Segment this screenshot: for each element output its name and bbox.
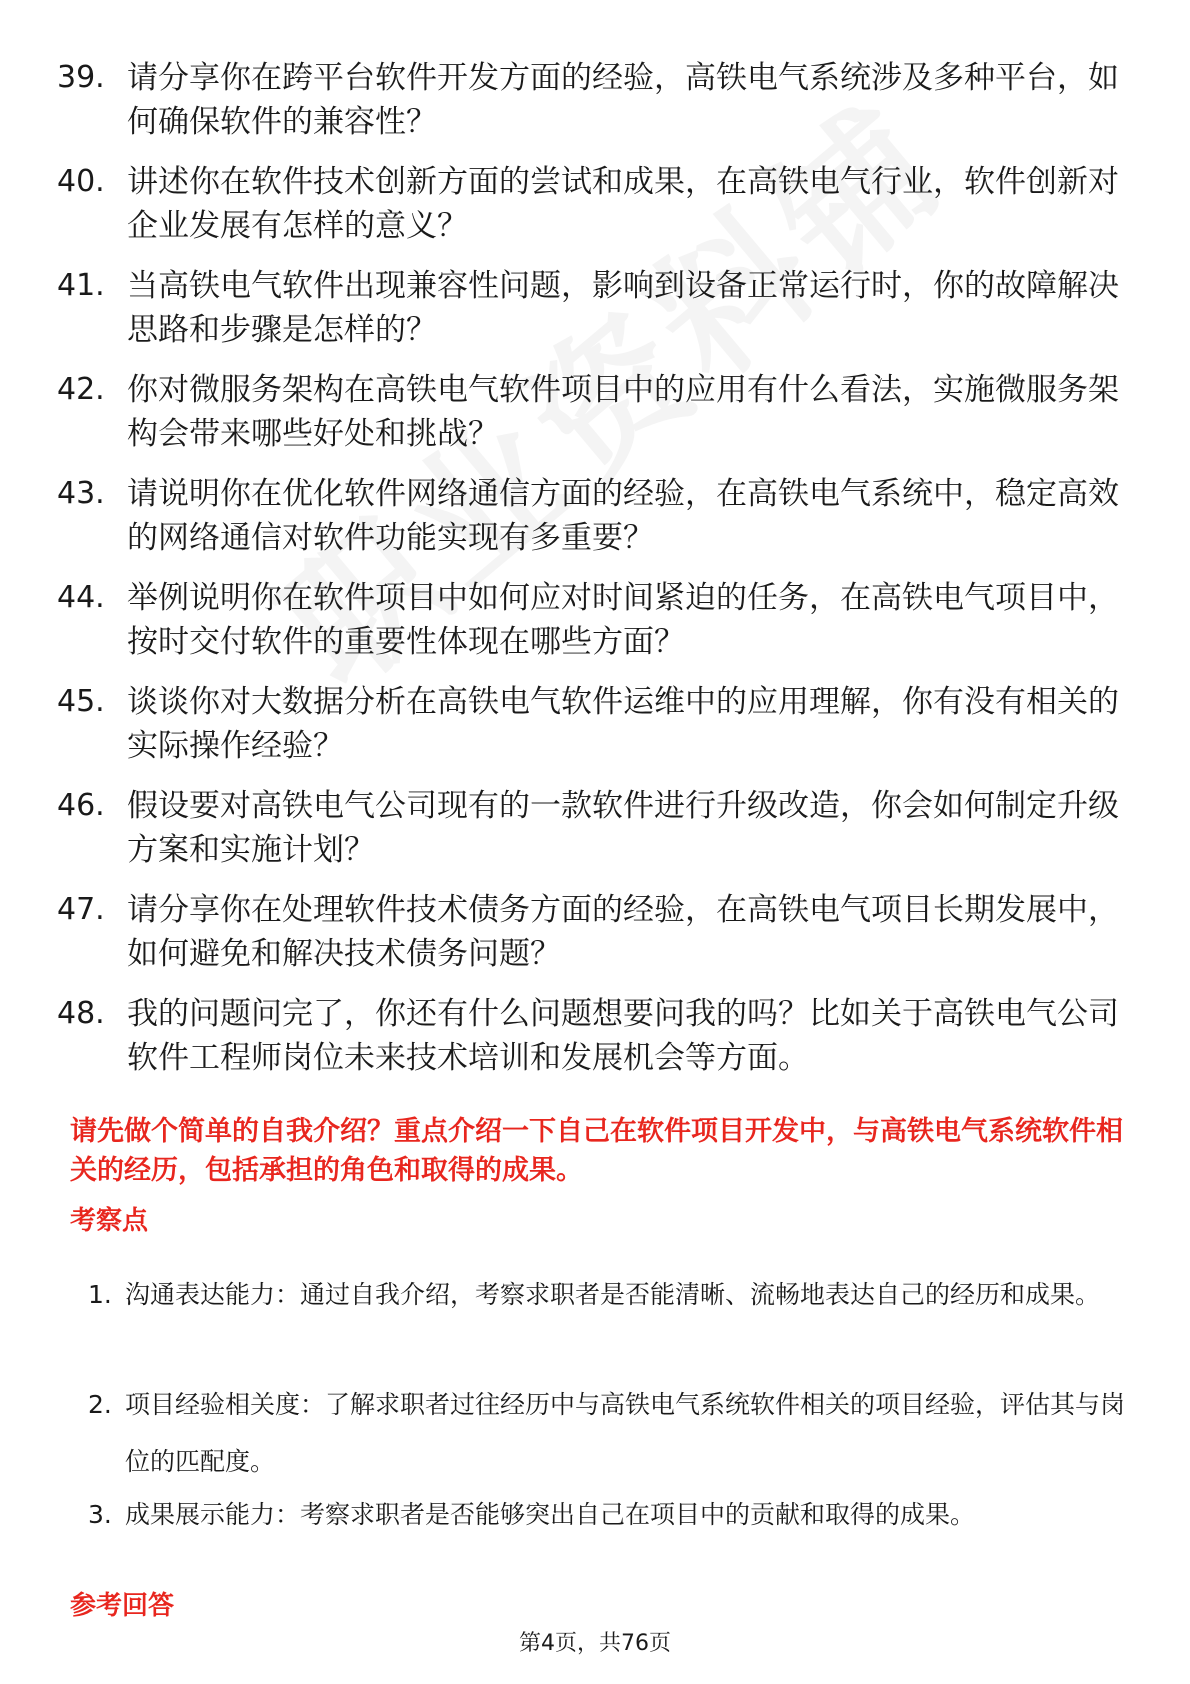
question-number: 43. — [57, 476, 105, 511]
question-text: 假设要对高铁电气公司现有的一款软件进行升级改造，你会如何制定升级方案和实施计划？ — [127, 788, 1119, 868]
question-number: 40. — [57, 164, 105, 199]
point-text: 成果展示能力：考察求职者是否能够突出自己在项目中的贡献和取得的成果。 — [125, 1500, 976, 1529]
question-item — [0, 258, 1190, 362]
question-item — [0, 154, 1190, 258]
question-text: 你对微服务架构在高铁电气软件项目中的应用有什么看法，实施微服务架构会带来哪些好处和挑战？ — [127, 372, 1119, 452]
section-heading-cankao: 参考回答 — [70, 1591, 175, 1621]
intro-question: 请先做个简单的自我介绍？重点介绍一下自己在软件项目开发中，与高铁电气系统软件相关的经历，包括承担的角色和取得的成果。 — [70, 1116, 1123, 1186]
question-text: 请分享你在跨平台软件开发方面的经验，高铁电气系统涉及多种平台，如何确保软件的兼容性？ — [127, 60, 1119, 140]
point-number: 2. — [88, 1390, 112, 1419]
page-footer: 第4页，共76页 — [519, 1631, 671, 1656]
question-list — [0, 50, 1190, 1090]
question-item — [0, 674, 1190, 778]
question-text: 当高铁电气软件出现兼容性问题，影响到设备正常运行时，你的故障解决思路和步骤是怎样的？ — [127, 268, 1119, 348]
question-text: 谈谈你对大数据分析在高铁电气软件运维中的应用理解，你有没有相关的实际操作经验？ — [127, 684, 1119, 764]
section-heading-kaochadian: 考察点 — [70, 1206, 149, 1236]
question-text: 请分享你在处理软件技术债务方面的经验，在高铁电气项目长期发展中，如何避免和解决技术债务问题？ — [127, 892, 1119, 972]
question-item — [0, 466, 1190, 570]
question-item — [0, 362, 1190, 466]
question-item — [0, 778, 1190, 882]
question-number: 42. — [57, 372, 105, 407]
question-item — [0, 570, 1190, 674]
point-text: 沟通表达能力：通过自我介绍，考察求职者是否能清晰、流畅地表达自己的经历和成果。 — [125, 1280, 1101, 1309]
question-item — [0, 986, 1190, 1090]
question-text: 我的问题问完了，你还有什么问题想要问我的吗？比如关于高铁电气公司软件工程师岗位未来技术培训和发展机会等方面。 — [127, 996, 1119, 1076]
question-text: 请说明你在优化软件网络通信方面的经验，在高铁电气系统中，稳定高效的网络通信对软件功能实现有多重要？ — [127, 476, 1119, 556]
question-number: 41. — [57, 268, 105, 303]
question-item — [0, 882, 1190, 986]
point-number: 3. — [88, 1500, 112, 1529]
question-number: 45. — [57, 684, 105, 719]
question-number: 46. — [57, 788, 105, 823]
question-number: 47. — [57, 892, 105, 927]
point-text: 项目经验相关度：了解求职者过往经历中与高铁电气系统软件相关的项目经验，评估其与岗位的匹配度。 — [125, 1390, 1126, 1476]
question-number: 39. — [57, 60, 105, 95]
point-number: 1. — [88, 1280, 112, 1309]
question-number: 44. — [57, 580, 105, 615]
question-item — [0, 50, 1190, 154]
question-text: 举例说明你在软件项目中如何应对时间紧迫的任务，在高铁电气项目中，按时交付软件的重要性体现在哪些方面？ — [127, 580, 1119, 660]
question-text: 讲述你在软件技术创新方面的尝试和成果，在高铁电气行业，软件创新对企业发展有怎样的意义？ — [127, 164, 1119, 244]
question-number: 48. — [57, 996, 105, 1031]
